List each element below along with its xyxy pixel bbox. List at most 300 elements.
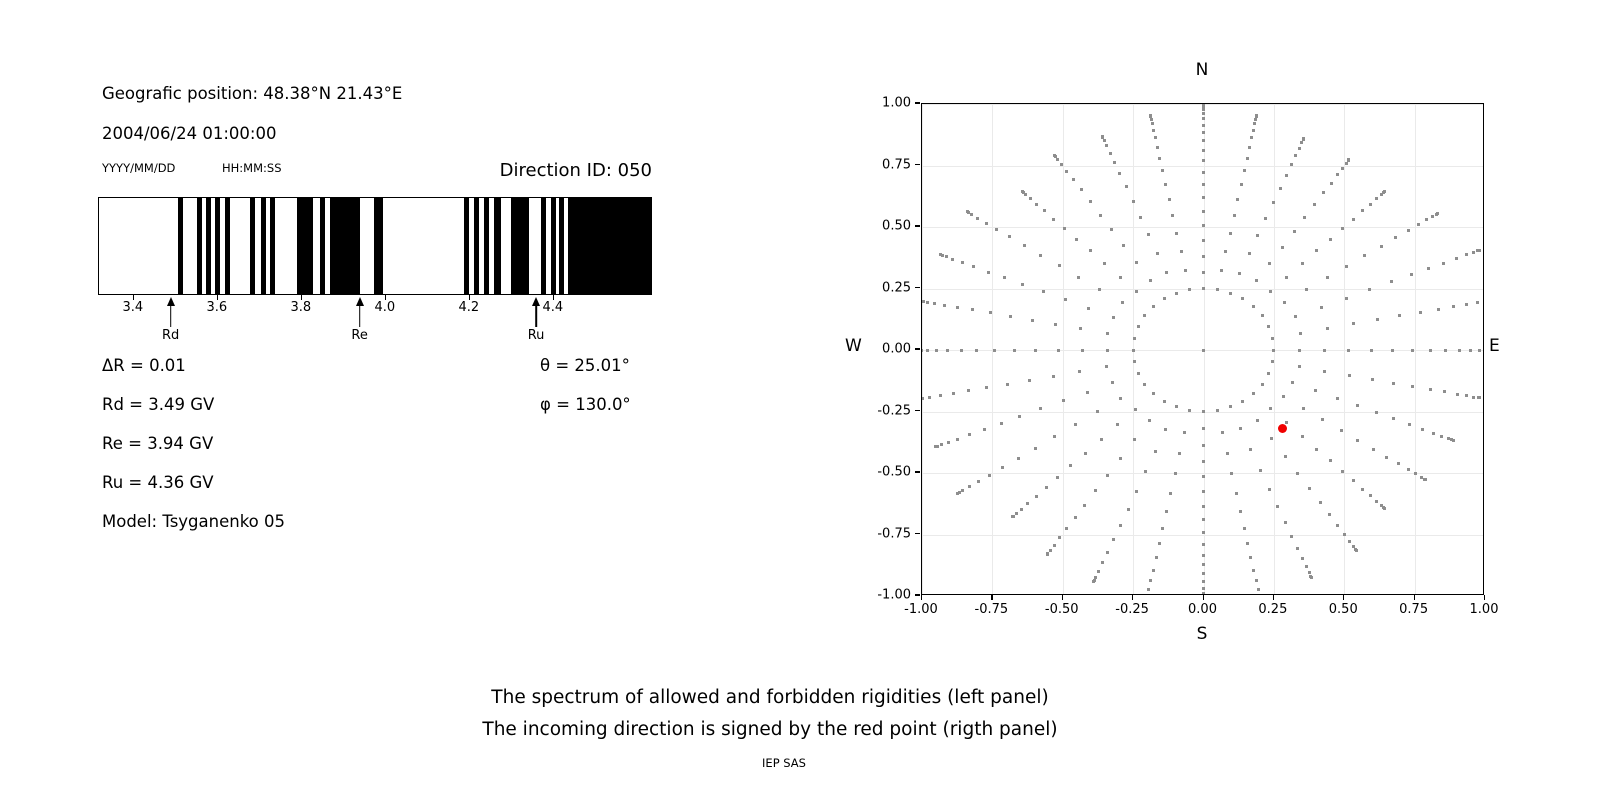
direction-dot	[940, 443, 943, 446]
direction-dot	[1301, 435, 1304, 438]
direction-dot	[1078, 370, 1081, 373]
y-tick	[915, 533, 920, 534]
direction-dot	[1261, 383, 1264, 386]
direction-dot	[1202, 518, 1205, 521]
direction-dot	[1427, 267, 1430, 270]
caption-line-2: The incoming direction is signed by the red point (rigth panel)	[482, 719, 1058, 740]
direction-dot	[1375, 411, 1378, 414]
direction-dot	[1270, 437, 1273, 440]
y-tick-label: 0.75	[882, 157, 911, 172]
direction-dot	[1239, 427, 1242, 430]
forbidden-band	[551, 198, 556, 294]
direction-dot	[966, 210, 969, 213]
direction-dot	[1375, 500, 1378, 503]
direction-dot	[1119, 397, 1122, 400]
direction-dot	[1042, 290, 1045, 293]
direction-dot	[934, 445, 937, 448]
direction-dot	[1083, 504, 1086, 507]
param-rd: Rd = 3.49 GV	[102, 395, 215, 414]
direction-dot	[1202, 210, 1205, 213]
direction-dot	[1452, 439, 1455, 442]
direction-dot	[1043, 209, 1046, 212]
direction-dot	[1202, 255, 1205, 258]
direction-dot	[1113, 161, 1116, 164]
y-tick-label: -1.00	[877, 587, 911, 603]
direction-dot	[935, 349, 938, 352]
direction-dot	[1283, 301, 1286, 304]
direction-dot	[952, 392, 955, 395]
direction-dot	[1154, 136, 1157, 139]
marker-arrow-stem-re	[359, 305, 361, 327]
direction-dot	[1015, 512, 1018, 515]
direction-dot	[1161, 169, 1164, 172]
direction-dot	[1148, 419, 1151, 422]
direction-dot	[1322, 191, 1325, 194]
direction-dot	[1348, 374, 1351, 377]
direction-dot	[1345, 297, 1348, 300]
direction-dot	[1256, 234, 1259, 237]
x-tick-label: 4.2	[458, 300, 480, 315]
direction-dot	[1089, 200, 1092, 203]
direction-dot	[1290, 535, 1293, 538]
direction-dot	[1239, 510, 1242, 513]
direction-dot	[1465, 303, 1468, 306]
direction-dot	[987, 271, 990, 274]
direction-dot	[1060, 163, 1063, 166]
direction-dot	[1267, 325, 1270, 328]
marker-label-re: Re	[351, 328, 368, 343]
direction-dot	[1271, 337, 1274, 340]
direction-dot	[1099, 214, 1102, 217]
direction-dot	[1202, 131, 1205, 134]
direction-dot	[983, 428, 986, 431]
direction-dot	[971, 308, 974, 311]
direction-dot	[1369, 494, 1372, 497]
direction-dot	[988, 474, 991, 477]
y-tick-label: -0.50	[877, 464, 911, 480]
direction-dot	[1202, 490, 1205, 493]
direction-dot	[1330, 182, 1333, 185]
direction-dot	[1003, 276, 1006, 279]
direction-dot	[1437, 308, 1440, 311]
y-tick-label: 0.50	[882, 218, 911, 234]
direction-dot	[933, 302, 936, 305]
compass-east-label: E	[1489, 336, 1500, 356]
direction-dot	[1216, 288, 1219, 291]
direction-dot	[1106, 349, 1109, 352]
y-tick	[915, 164, 920, 165]
direction-dot	[1376, 318, 1379, 321]
direction-dot	[1254, 118, 1257, 121]
direction-dot	[1202, 554, 1205, 557]
direction-dot	[1456, 393, 1459, 396]
direction-dot	[1414, 472, 1417, 475]
direction-dot	[1021, 190, 1024, 193]
direction-dot	[1476, 301, 1479, 304]
direction-dot	[1391, 349, 1394, 352]
x-tick	[1132, 595, 1133, 600]
direction-dot	[1392, 417, 1395, 420]
grid-line	[1063, 104, 1064, 594]
x-tick-label: -0.25	[1115, 602, 1149, 617]
x-tick	[1203, 595, 1204, 600]
direction-dot	[1109, 152, 1112, 155]
y-tick-label: 1.00	[882, 95, 911, 111]
x-tick-label: 0.00	[1188, 602, 1217, 617]
direction-dot	[1301, 557, 1304, 560]
direction-dot	[951, 258, 954, 261]
direction-dot	[1175, 232, 1178, 235]
direction-dot	[1394, 236, 1397, 239]
direction-dot	[1301, 262, 1304, 265]
direction-dot	[1056, 476, 1059, 479]
direction-dot	[1137, 325, 1140, 328]
direction-dot	[1355, 549, 1358, 552]
direction-dot	[1352, 479, 1355, 482]
direction-dot	[1285, 276, 1288, 279]
direction-dot	[1369, 203, 1372, 206]
forbidden-band	[568, 198, 651, 294]
direction-dot	[1229, 232, 1232, 235]
direction-dot	[1269, 407, 1272, 410]
compass-west-label: W	[845, 336, 862, 356]
forbidden-band	[320, 198, 325, 294]
direction-dot	[1294, 154, 1297, 157]
direction-dot	[1188, 288, 1191, 291]
direction-dot	[1202, 543, 1205, 546]
direction-dot	[1419, 311, 1422, 314]
direction-dot	[1164, 428, 1167, 431]
direction-dot	[1293, 230, 1296, 233]
direction-dot	[1132, 349, 1135, 352]
direction-dot	[1202, 505, 1205, 508]
direction-dot	[1079, 327, 1082, 330]
direction-dot	[1202, 149, 1205, 152]
direction-dot	[1084, 452, 1087, 455]
direction-dot	[1284, 521, 1287, 524]
direction-dot	[1052, 375, 1055, 378]
direction-dot	[1347, 349, 1350, 352]
direction-dot	[1132, 200, 1135, 203]
direction-dot	[1119, 276, 1122, 279]
direction-dot	[1478, 396, 1481, 399]
direction-dot	[1410, 273, 1413, 276]
direction-dot	[1152, 305, 1155, 308]
direction-dot	[1336, 397, 1339, 400]
direction-dot	[1119, 524, 1122, 527]
direction-dot	[1298, 147, 1301, 150]
direction-dot	[1352, 218, 1355, 221]
direction-dot	[1255, 579, 1258, 582]
direction-dot	[1144, 470, 1147, 473]
direction-dot	[1011, 515, 1014, 518]
direction-dot	[1133, 360, 1136, 363]
direction-dot	[1298, 349, 1301, 352]
direction-dot	[1407, 229, 1410, 232]
forbidden-band	[330, 198, 360, 294]
direction-dot	[1424, 478, 1427, 481]
direction-dot	[1077, 276, 1080, 279]
direction-dot	[1305, 288, 1308, 291]
forbidden-band	[178, 198, 183, 294]
direction-dot	[1075, 238, 1078, 241]
direction-dot	[1058, 264, 1061, 267]
direction-dot	[1310, 576, 1313, 579]
direction-dot	[1024, 193, 1027, 196]
marker-arrow-stem-rd	[170, 305, 172, 327]
direction-dot	[1163, 297, 1166, 300]
direction-dot	[1383, 507, 1386, 510]
direction-dot	[1248, 252, 1251, 255]
date-format-label: YYYY/MM/DD	[102, 161, 176, 175]
direction-dot	[1020, 508, 1023, 511]
direction-dot	[1165, 510, 1168, 513]
direction-dot	[1442, 262, 1445, 265]
direction-dot	[1065, 170, 1068, 173]
direction-dot	[1230, 472, 1233, 475]
direction-dot	[1017, 457, 1020, 460]
direction-dot	[1026, 502, 1029, 505]
direction-dot	[1202, 108, 1205, 111]
direction-dot	[1443, 390, 1446, 393]
direction-dot	[1296, 472, 1299, 475]
forbidden-band	[250, 198, 255, 294]
direction-dot	[1133, 337, 1136, 340]
direction-dot	[1087, 307, 1090, 310]
direction-dot	[1249, 556, 1252, 559]
direction-dot	[1279, 187, 1282, 190]
direction-dot	[1281, 246, 1284, 249]
direction-dot	[1202, 349, 1205, 352]
direction-dot	[1202, 572, 1205, 575]
direction-dot	[1216, 409, 1219, 412]
direction-dot	[1241, 297, 1244, 300]
direction-dot	[1252, 392, 1255, 395]
direction-dot	[1147, 233, 1150, 236]
direction-dot	[1202, 139, 1205, 142]
direction-dot	[1086, 391, 1089, 394]
direction-dot	[1171, 214, 1174, 217]
direction-dot	[1156, 252, 1159, 255]
direction-dot	[1268, 262, 1271, 265]
forbidden-band	[197, 198, 202, 294]
direction-dot	[1408, 423, 1411, 426]
direction-dot	[977, 480, 980, 483]
marker-label-ru: Ru	[527, 328, 545, 343]
y-tick	[915, 594, 920, 595]
direction-dot	[1202, 271, 1205, 274]
direction-dot	[1478, 349, 1481, 352]
direction-dot	[1407, 468, 1410, 471]
direction-dot	[1444, 349, 1447, 352]
direction-dot	[1063, 227, 1066, 230]
direction-dot	[1276, 505, 1279, 508]
direction-dot	[1143, 383, 1146, 386]
direction-dot	[1243, 527, 1246, 530]
direction-dot	[1398, 314, 1401, 317]
direction-dot	[1368, 288, 1371, 291]
direction-id-label: Direction ID: 050	[499, 160, 652, 181]
datetime-text: 2004/06/24 01:00:00	[102, 124, 277, 143]
forbidden-band	[494, 198, 501, 294]
direction-dot	[1363, 254, 1366, 257]
forbidden-band	[511, 198, 529, 294]
direction-dot	[1202, 117, 1205, 120]
direction-dot	[1323, 349, 1326, 352]
x-tick-label: 3.8	[290, 300, 312, 315]
y-tick-label: -0.75	[877, 526, 911, 541]
direction-dot	[1180, 250, 1183, 253]
direction-dot	[1034, 349, 1037, 352]
direction-dot	[1411, 349, 1414, 352]
direction-dot	[1425, 218, 1428, 221]
direction-dot	[1035, 495, 1038, 498]
x-tick	[991, 595, 992, 600]
direction-dot	[1347, 158, 1350, 161]
direction-dot	[1103, 139, 1106, 142]
y-tick-label: 0.25	[882, 280, 911, 295]
direction-dot	[1294, 315, 1297, 318]
direction-dot	[1175, 292, 1178, 295]
direction-dot	[1158, 157, 1161, 160]
footer-credit: IEP SAS	[762, 756, 806, 770]
direction-dot	[1447, 437, 1450, 440]
direction-dot	[1202, 410, 1205, 413]
direction-dot	[1249, 448, 1252, 451]
direction-dot	[1458, 349, 1461, 352]
direction-dot	[1094, 489, 1097, 492]
direction-dot	[1272, 349, 1275, 352]
direction-dot	[1202, 159, 1205, 162]
direction-dot	[1112, 538, 1115, 541]
direction-dot	[1271, 360, 1274, 363]
direction-dot	[1472, 396, 1475, 399]
direction-dot	[1150, 118, 1153, 121]
direction-dot	[1052, 218, 1055, 221]
direction-dot	[1149, 114, 1152, 117]
direction-dot	[1009, 315, 1012, 318]
direction-dot	[1202, 580, 1205, 583]
direction-dot	[921, 300, 923, 303]
direction-dot	[1371, 378, 1374, 381]
direction-dot	[1008, 235, 1011, 238]
direction-dot	[1151, 122, 1154, 125]
forbidden-band	[474, 198, 479, 294]
param-re: Re = 3.94 GV	[102, 434, 214, 453]
direction-dot	[947, 441, 950, 444]
direction-dot	[968, 433, 971, 436]
direction-dot	[1478, 249, 1481, 252]
direction-dot	[1252, 569, 1255, 572]
param-delta-r: ΔR = 0.01	[102, 356, 186, 375]
direction-dot	[1174, 472, 1177, 475]
direction-dot	[1069, 464, 1072, 467]
direction-dot	[1202, 531, 1205, 534]
x-tick	[1484, 595, 1485, 600]
direction-dot	[1298, 365, 1301, 368]
direction-dot	[1300, 141, 1303, 144]
x-tick-label: 4.4	[542, 300, 564, 315]
direction-dot	[970, 213, 973, 216]
direction-dot	[1149, 279, 1152, 282]
direction-dot	[1202, 239, 1205, 242]
direction-dot	[1238, 272, 1241, 275]
direction-dot	[985, 222, 988, 225]
grid-line	[922, 227, 1483, 228]
direction-dot	[995, 228, 998, 231]
direction-dot	[1202, 183, 1205, 186]
direction-dot	[1074, 516, 1077, 519]
param-ru: Ru = 4.36 GV	[102, 473, 214, 492]
direction-dot	[1202, 475, 1205, 478]
forbidden-band	[559, 198, 564, 294]
forbidden-band	[484, 198, 489, 294]
direction-dot	[1202, 427, 1205, 430]
direction-dot	[1064, 298, 1067, 301]
direction-dot	[1202, 103, 1205, 106]
direction-dot	[967, 389, 970, 392]
direction-dot	[1431, 215, 1434, 218]
direction-dot	[1065, 527, 1068, 530]
direction-dot	[1161, 527, 1164, 530]
direction-dot	[1285, 174, 1288, 177]
direction-dot	[960, 349, 963, 352]
direction-dot	[1229, 405, 1232, 408]
direction-dot	[1241, 400, 1244, 403]
compass-north-label: N	[1195, 60, 1209, 80]
param-phi: φ = 130.0°	[540, 395, 631, 414]
direction-dot	[1472, 251, 1475, 254]
direction-dot	[1348, 540, 1351, 543]
direction-dot	[1320, 306, 1323, 309]
direction-dot	[1269, 290, 1272, 293]
direction-dot	[1345, 265, 1348, 268]
direction-dot	[1118, 172, 1121, 175]
direction-dot	[926, 349, 929, 352]
direction-dot	[1135, 290, 1138, 293]
direction-dot	[1255, 279, 1258, 282]
direction-dot	[985, 386, 988, 389]
direction-dot	[1125, 185, 1128, 188]
direction-dot	[1056, 158, 1059, 161]
forbidden-band	[297, 198, 314, 294]
direction-dot	[1345, 162, 1348, 165]
direction-dot	[1143, 314, 1146, 317]
direction-dot	[1329, 238, 1332, 241]
forbidden-band	[225, 198, 230, 294]
direction-dot	[1163, 400, 1166, 403]
direction-dot	[928, 396, 931, 399]
x-tick	[1343, 595, 1344, 600]
direction-dot	[1001, 466, 1004, 469]
direction-dot	[1072, 178, 1075, 181]
direction-dot	[1469, 349, 1472, 352]
direction-dot	[1356, 404, 1359, 407]
forbidden-band	[541, 198, 546, 294]
geo-position-text: Geografic position: 48.38°N 21.43°E	[102, 84, 403, 103]
direction-dot	[1106, 551, 1109, 554]
x-tick	[1062, 595, 1063, 600]
y-tick	[915, 225, 920, 226]
direction-dot	[1178, 452, 1181, 455]
direction-dot	[1411, 385, 1414, 388]
direction-dot	[1220, 269, 1223, 272]
direction-dot	[968, 485, 971, 488]
direction-dot	[1253, 122, 1256, 125]
direction-dot	[1252, 305, 1255, 308]
forbidden-band	[464, 198, 469, 294]
direction-dot	[956, 306, 959, 309]
